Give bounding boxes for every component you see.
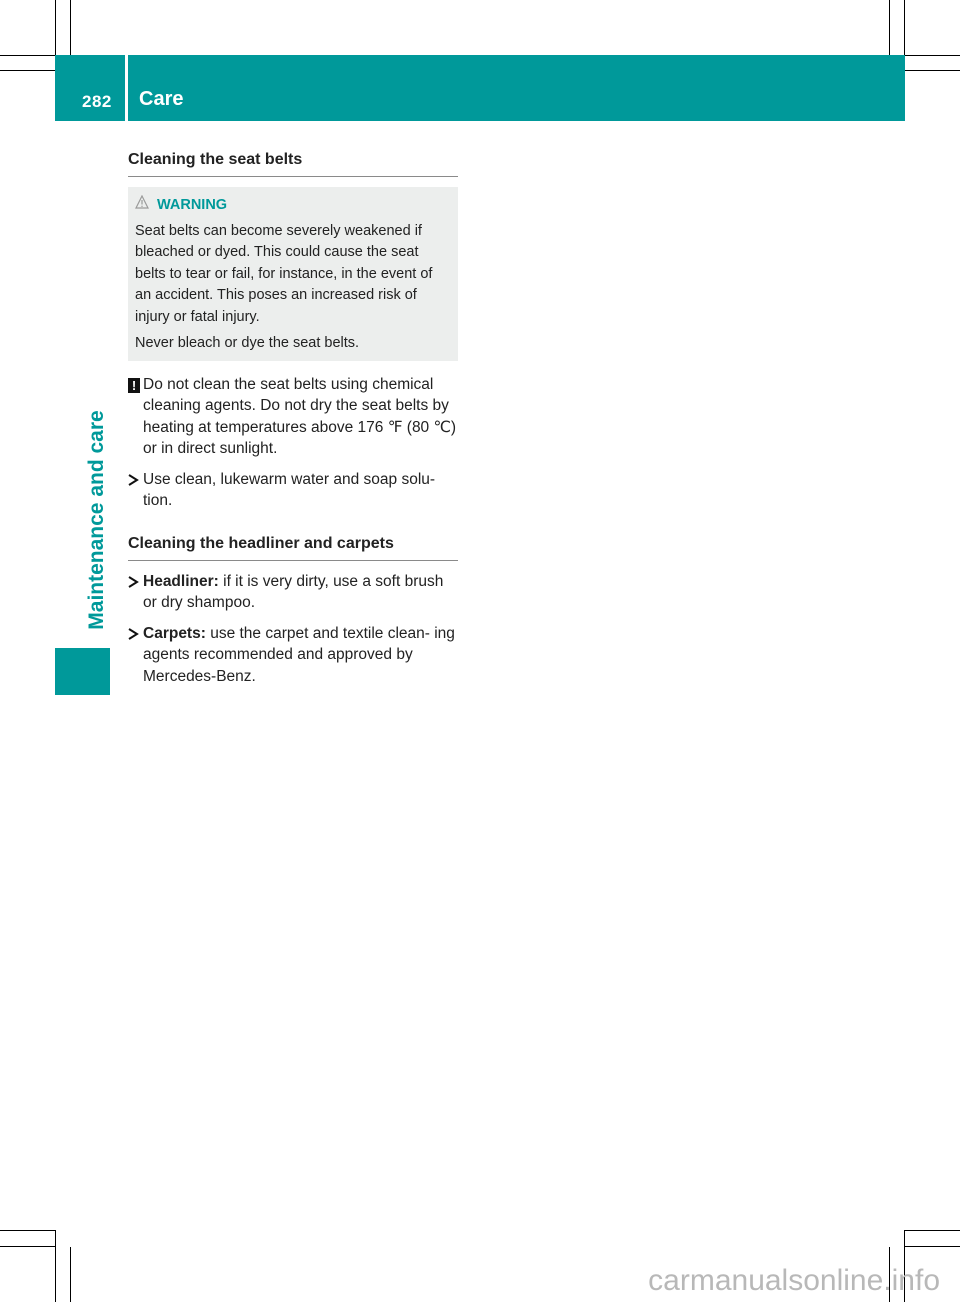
arrow-right-icon [128,571,142,595]
side-tab-block [55,648,110,695]
page-number: 282 [82,92,112,111]
note-text: Do not clean the seat belts using chemical cleaning agents. Do not dry the seat belts by heating at temperatures above 176 ℉ (80 ℃) or in direct sunlight. [143,375,457,457]
step-text-headliner: if it is very dirty, use a soft brush or dry shampoo. [143,572,444,611]
step-text: Use clean, lukewarm water and soap solu- tion. [143,470,436,509]
crop-mark [0,70,55,71]
content-column [128,150,458,687]
crop-mark [905,1246,960,1247]
warning-label: WARNING [157,197,228,213]
crop-mark [905,55,960,56]
crop-mark [905,70,960,71]
header-divider [125,55,128,121]
arrow-right-icon [128,623,142,647]
warning-text-instruction: Never bleach or dye the seat belts. [135,335,360,351]
crop-mark [70,0,71,55]
crop-mark [55,1230,56,1302]
warning-box [128,187,458,361]
step-item [128,469,458,512]
step-label-carpets: Carpets: [143,624,206,642]
crop-mark [905,1230,960,1231]
warning-triangle-icon [135,195,149,217]
warning-header [135,195,451,217]
crop-mark [70,1247,71,1302]
crop-mark [889,0,890,55]
heading-headliner-carpets: Cleaning the headliner and carpets [128,534,458,561]
warning-text: Seat belts can become severely weakened if bleached or dyed. This could cause the seat belts to tear or fail, for instance, in the event of an accident. This poses an increased risk of injury or fatal injury. [135,222,433,325]
step-item-headliner [128,571,458,614]
step-item-carpets [128,623,458,688]
crop-mark [0,1246,55,1247]
side-tab-label: Maintenance and care [85,410,108,630]
watermark: carmanualsonline.info [648,1264,940,1297]
heading-seat-belts: Cleaning the seat belts [128,150,458,177]
arrow-right-icon [128,469,142,493]
crop-mark [0,1230,55,1231]
exclamation-icon: ! [128,378,140,393]
step-label-headliner: Headliner: [143,572,219,590]
crop-mark [0,55,55,56]
note-item [128,374,458,460]
step-text-carpets: use the carpet and textile clean- ing agents recommended and approved by Mercedes-Benz. [143,624,455,685]
section-title: Care [139,88,184,110]
